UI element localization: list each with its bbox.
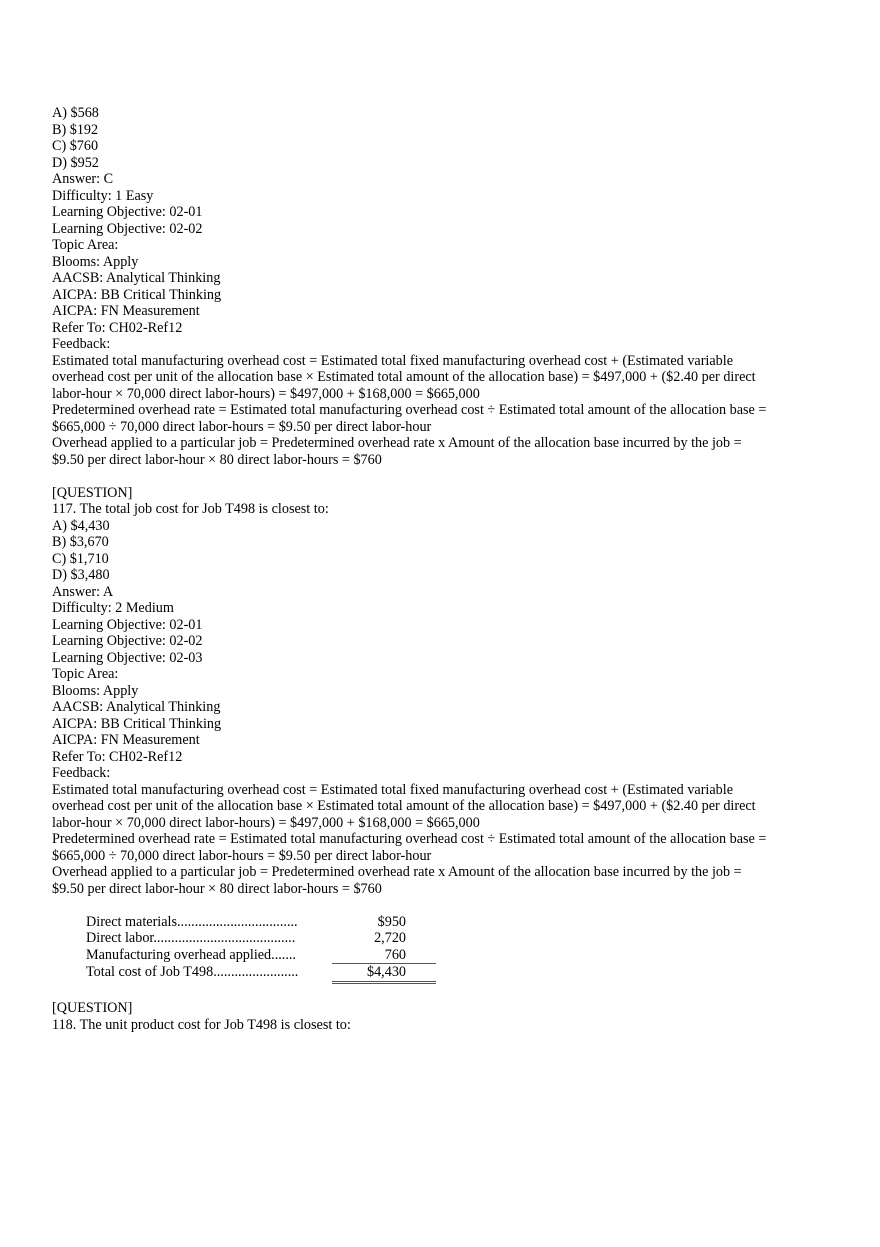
question-117-feedback xyxy=(52,782,772,898)
feedback-label: Feedback: xyxy=(52,765,111,781)
learning-objective-line: Learning Objective: 02-01 xyxy=(52,204,203,220)
question-118-stem: 118. The unit product cost for Job T498 is closest to: xyxy=(52,1016,351,1033)
feedback-paragraph: Overhead applied to a particular job = Predetermined overhead rate x Amount of the allocation base incurred by the job = $9.50 per direct labor-hour × 80 direct labor-hours = $760 xyxy=(52,864,742,897)
question-117-options xyxy=(52,518,772,584)
answer-line: Answer: A xyxy=(52,583,114,600)
cost-value: 2,720 xyxy=(374,930,406,946)
question-116-meta xyxy=(52,171,772,353)
feedback-paragraph: Predetermined overhead rate = Estimated total manufacturing overhead cost ÷ Estimated total amount of the allocation base = $665,000 ÷ 70,000 direct labor-hours = $9.50 per direct labor-hour xyxy=(52,402,767,435)
aicpa-line: AICPA: BB Critical Thinking xyxy=(52,286,222,303)
learning-objective-line: Learning Objective: 02-03 xyxy=(52,649,203,666)
document-content xyxy=(52,105,772,1033)
feedback-paragraph: Predetermined overhead rate = Estimated total manufacturing overhead cost ÷ Estimated total amount of the allocation base = $665,000 ÷ 70,000 direct labor-hours = $9.50 per direct labor-hour xyxy=(52,831,767,864)
difficulty-line: Difficulty: 2 Medium xyxy=(52,600,174,616)
table-row xyxy=(86,964,436,983)
option: B) $192 xyxy=(52,121,99,138)
question-tag: [QUESTION] xyxy=(52,484,133,501)
difficulty-line: Difficulty: 1 Easy xyxy=(52,187,154,204)
cost-label: Manufacturing overhead applied....... xyxy=(86,946,296,963)
table-row xyxy=(86,914,436,931)
question-117-meta xyxy=(52,584,772,782)
option: D) $3,480 xyxy=(52,567,110,583)
option: A) $568 xyxy=(52,105,99,121)
topic-area-line: Topic Area: xyxy=(52,666,119,682)
question-116-feedback xyxy=(52,353,772,469)
refer-to-line: Refer To: CH02-Ref12 xyxy=(52,319,183,336)
aacsb-line: AACSB: Analytical Thinking xyxy=(52,699,221,715)
option: A) $4,430 xyxy=(52,517,110,534)
feedback-label: Feedback: xyxy=(52,336,111,352)
feedback-paragraph: Estimated total manufacturing overhead cost = Estimated total fixed manufacturing overhead cost + (Estimated variable overhead cost per unit of the allocation base × Estimated total amount of the allocation base) = $497,000 + ($2.40 per direct labor-hour × 70,000 direct labor-hours) = $497,000 + $168,000 = $665,000 xyxy=(52,781,756,831)
table-row xyxy=(86,947,436,964)
refer-to-line: Refer To: CH02-Ref12 xyxy=(52,748,183,765)
learning-objective-line: Learning Objective: 02-02 xyxy=(52,633,203,649)
job-cost-table xyxy=(86,914,436,984)
answer-line: Answer: C xyxy=(52,171,114,187)
option: D) $952 xyxy=(52,154,99,171)
learning-objective-line: Learning Objective: 02-01 xyxy=(52,616,203,633)
cost-value: $950 xyxy=(377,913,406,930)
cost-total-value: $4,430 xyxy=(332,964,436,983)
feedback-paragraph: Estimated total manufacturing overhead cost = Estimated total fixed manufacturing overhead cost + (Estimated variable overhead cost per unit of the allocation base × Estimated total amount of the allocation base) = $497,000 + ($2.40 per direct labor-hour × 70,000 direct labor-hours) = $497,000 + $168,000 = $665,000 xyxy=(52,352,756,402)
option: B) $3,670 xyxy=(52,534,109,550)
blooms-line: Blooms: Apply xyxy=(52,682,139,699)
table-row xyxy=(86,930,436,947)
cost-label: Total cost of Job T498........................ xyxy=(86,963,299,980)
blooms-line: Blooms: Apply xyxy=(52,253,139,270)
feedback-paragraph: Overhead applied to a particular job = Predetermined overhead rate x Amount of the allocation base incurred by the job = $9.50 per direct labor-hour × 80 direct labor-hours = $760 xyxy=(52,435,742,468)
aicpa-line: AICPA: FN Measurement xyxy=(52,732,200,748)
cost-label: Direct labor........................................ xyxy=(86,930,296,946)
aicpa-line: AICPA: BB Critical Thinking xyxy=(52,715,222,732)
aacsb-line: AACSB: Analytical Thinking xyxy=(52,270,221,286)
option: C) $1,710 xyxy=(52,550,109,567)
question-tag: [QUESTION] xyxy=(52,1000,133,1016)
topic-area-line: Topic Area: xyxy=(52,237,119,253)
aicpa-line: AICPA: FN Measurement xyxy=(52,303,200,319)
question-116-options xyxy=(52,105,772,171)
question-117-stem: 117. The total job cost for Job T498 is closest to: xyxy=(52,501,329,517)
option: C) $760 xyxy=(52,138,99,154)
cost-label: Direct materials.................................. xyxy=(86,913,298,930)
learning-objective-line: Learning Objective: 02-02 xyxy=(52,220,203,237)
cost-value: 760 xyxy=(332,947,436,964)
